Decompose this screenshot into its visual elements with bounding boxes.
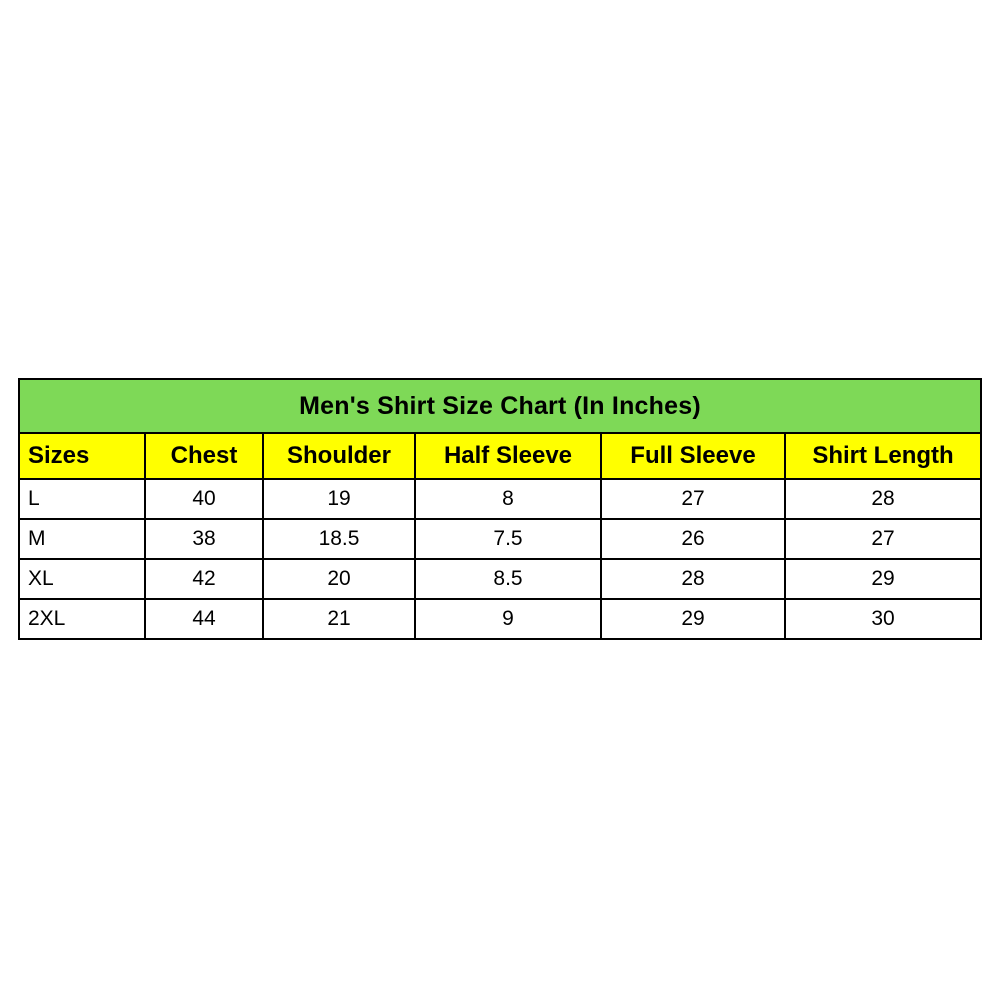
cell-size: M [19, 519, 145, 559]
cell-size: XL [19, 559, 145, 599]
column-header-shoulder: Shoulder [263, 433, 415, 479]
cell-size: 2XL [19, 599, 145, 639]
table-row [19, 519, 981, 559]
column-header-chest: Chest [145, 433, 263, 479]
chart-title: Men's Shirt Size Chart (In Inches) [19, 379, 981, 433]
cell-full-sleeve: 27 [601, 479, 785, 519]
cell-full-sleeve: 28 [601, 559, 785, 599]
size-chart-table [18, 378, 982, 640]
table-row [19, 599, 981, 639]
cell-shoulder: 19 [263, 479, 415, 519]
table-row [19, 479, 981, 519]
table-row [19, 559, 981, 599]
column-header-sizes: Sizes [19, 433, 145, 479]
cell-half-sleeve: 8.5 [415, 559, 601, 599]
cell-shirt-length: 27 [785, 519, 981, 559]
table-header-row [19, 433, 981, 479]
cell-shoulder: 21 [263, 599, 415, 639]
cell-half-sleeve: 8 [415, 479, 601, 519]
cell-shirt-length: 29 [785, 559, 981, 599]
cell-chest: 44 [145, 599, 263, 639]
column-header-shirt-length: Shirt Length [785, 433, 981, 479]
column-header-full-sleeve: Full Sleeve [601, 433, 785, 479]
cell-size: L [19, 479, 145, 519]
cell-half-sleeve: 7.5 [415, 519, 601, 559]
cell-half-sleeve: 9 [415, 599, 601, 639]
cell-full-sleeve: 29 [601, 599, 785, 639]
cell-shoulder: 20 [263, 559, 415, 599]
cell-shirt-length: 30 [785, 599, 981, 639]
column-header-half-sleeve: Half Sleeve [415, 433, 601, 479]
cell-chest: 40 [145, 479, 263, 519]
cell-shoulder: 18.5 [263, 519, 415, 559]
cell-shirt-length: 28 [785, 479, 981, 519]
size-chart-container [18, 378, 980, 640]
cell-full-sleeve: 26 [601, 519, 785, 559]
table-title-row [19, 379, 981, 433]
cell-chest: 42 [145, 559, 263, 599]
cell-chest: 38 [145, 519, 263, 559]
